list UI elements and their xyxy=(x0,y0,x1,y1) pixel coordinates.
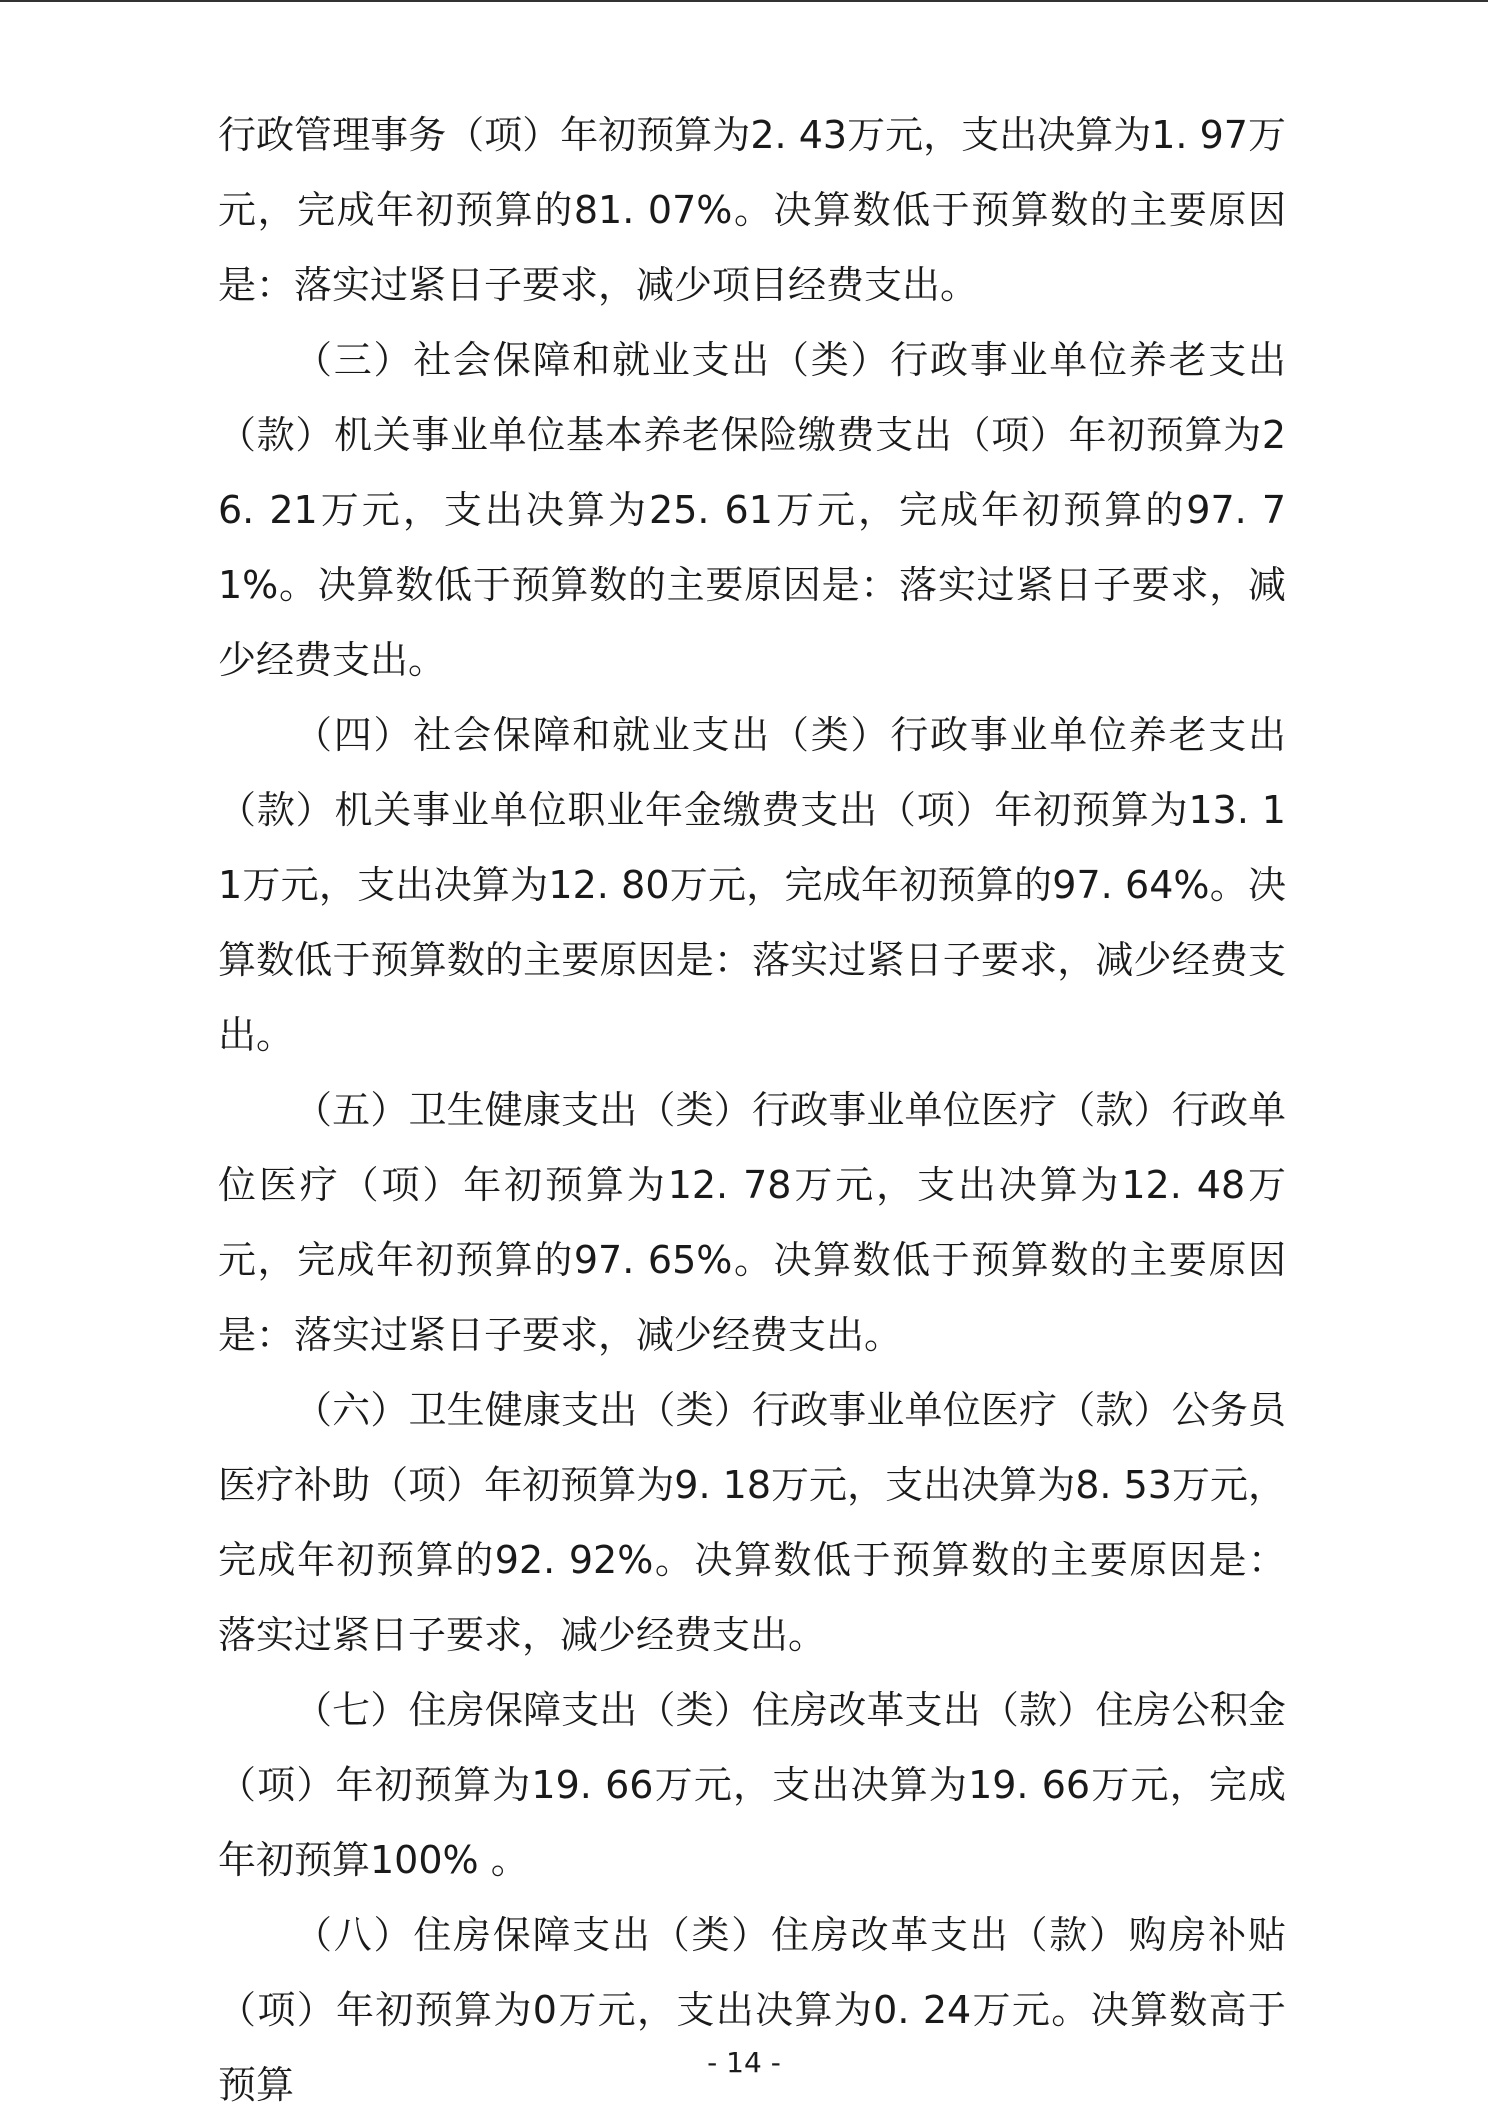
page-top-border xyxy=(0,0,1488,2)
paragraph-item-3: （三）社会保障和就业支出（类）行政事业单位养老支出（款）机关事业单位基本养老保险缴费支出（项）年初预算为26. 21万元，支出决算为25. 61万元，完成年初预算的97. 71%。决算数低于预算数的主要原因是：落实过紧日子要求，减少经费支出。 xyxy=(218,338,1286,682)
paragraph-item-8: （八）住房保障支出（类）住房改革支出（款）购房补贴（项）年初预算为0万元，支出决算为0. 24万元。决算数高于预算 xyxy=(218,1913,1286,2107)
paragraph-item-4: （四）社会保障和就业支出（类）行政事业单位养老支出（款）机关事业单位职业年金缴费支出（项）年初预算为13. 11万元，支出决算为12. 80万元，完成年初预算的97. 64%。决算数低于预算数的主要原因是：落实过紧日子要求，减少经费支出。 xyxy=(218,713,1286,1057)
paragraph-item-6: （六）卫生健康支出（类）行政事业单位医疗（款）公务员医疗补助（项）年初预算为9. 18万元，支出决算为8. 53万元，完成年初预算的92. 92%。决算数低于预算数的主要原因是：落实过紧日子要求，减少经费支出。 xyxy=(218,1388,1286,1657)
document-body xyxy=(218,98,1286,2123)
paragraph-continuation: 行政管理事务（项）年初预算为2. 43万元，支出决算为1. 97万元，完成年初预算的81. 07%。决算数低于预算数的主要原因是：落实过紧日子要求，减少项目经费支出。 xyxy=(218,113,1286,307)
page-number: - 14 - xyxy=(707,2046,781,2079)
paragraph-item-7: （七）住房保障支出（类）住房改革支出（款）住房公积金（项）年初预算为19. 66万元，支出决算为19. 66万元，完成年初预算100% 。 xyxy=(218,1688,1286,1882)
paragraph-item-5: （五）卫生健康支出（类）行政事业单位医疗（款）行政单位医疗（项）年初预算为12. 78万元，支出决算为12. 48万元，完成年初预算的97. 65%。决算数低于预算数的主要原因是：落实过紧日子要求，减少经费支出。 xyxy=(218,1088,1286,1357)
